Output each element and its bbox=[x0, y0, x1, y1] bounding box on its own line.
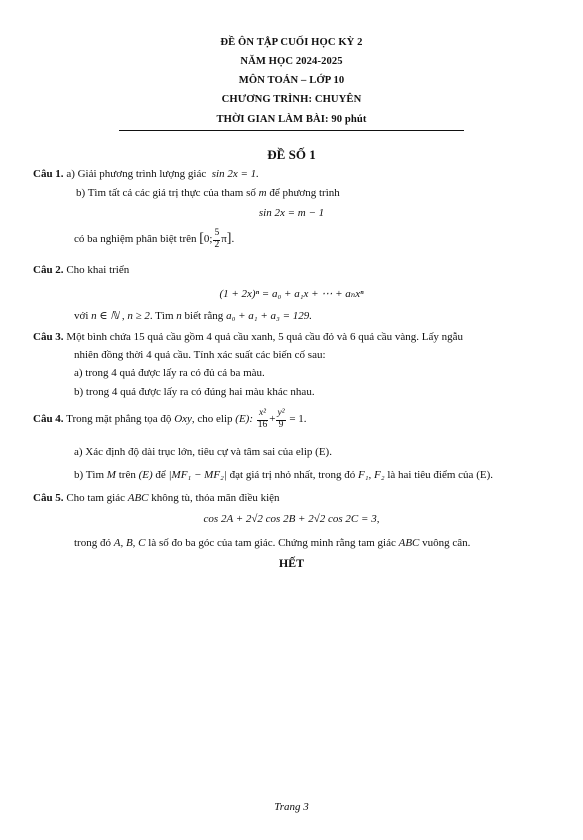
q1-a-text: a) Giải phương trình lượng giác bbox=[66, 168, 207, 180]
q2-line-cond bbox=[74, 309, 312, 322]
q1-b-m: m bbox=[258, 187, 267, 199]
q2-equation bbox=[0, 287, 583, 300]
q4-b1: b) Tìm bbox=[74, 469, 105, 481]
header-line-5: THỜI GIAN LÀM BÀI: 90 phút bbox=[216, 114, 367, 125]
q4-eq1: = 1. bbox=[289, 413, 307, 426]
q5-conc5: vuông cân. bbox=[422, 537, 471, 549]
q3-line1: Một bình chứa 15 quả cầu gồm 4 quả cầu xanh, 5 quả cầu đỏ và 6 quả cầu vàng. Lấy ngẫu bbox=[66, 331, 463, 343]
q5-ABC: ABC bbox=[127, 492, 149, 504]
q4-plus: + bbox=[269, 413, 276, 426]
q5-text2: không tù, thỏa mãn điều kiện bbox=[151, 492, 280, 504]
q4-b4: đạt giá trị nhỏ nhất, trong đó bbox=[229, 469, 356, 481]
q4-part-a: a) Xác định độ dài trục lớn, tiêu cự và tâm sai của elip (E). bbox=[74, 446, 332, 458]
q5-eq: cos 2A + 2√2 cos 2B + 2√2 cos 2C = 3, bbox=[203, 513, 380, 525]
page-title: ĐỀ SỐ 1 bbox=[267, 147, 316, 162]
q1-line-cond: có ba nghiệm phân biệt trên [0; $\frac{5}{2}$ π]. bbox=[74, 228, 235, 250]
q4-text: Trong mặt phẳng tọa độ bbox=[66, 413, 172, 426]
q5-text1: Cho tam giác bbox=[66, 492, 125, 504]
q5-equation bbox=[0, 513, 583, 525]
q1-line-b bbox=[76, 187, 340, 199]
q5-conc3: là số đo ba góc của tam giác. Chứng minh rằng tam giác bbox=[148, 537, 396, 549]
q1-b-text1: b) Tìm tất cả các giá trị thực của tham số bbox=[76, 187, 256, 199]
q2-line-1 bbox=[33, 264, 129, 276]
q4-frac-x bbox=[257, 409, 269, 430]
q4-d16: 16 bbox=[257, 419, 268, 430]
q3-part-a: a) trong 4 quả được lấy ra có đủ cả ba màu. bbox=[74, 367, 265, 379]
q4-oxy: Oxy bbox=[174, 413, 192, 426]
header-rule bbox=[119, 130, 464, 131]
q4-text2: , cho elip bbox=[191, 413, 233, 426]
q5-conc4: ABC bbox=[398, 537, 420, 549]
header-line-4: CHƯƠNG TRÌNH: CHUYÊN bbox=[221, 94, 362, 105]
q2-cond4: n bbox=[176, 310, 182, 322]
q4-bF: F₁, F₂ bbox=[357, 469, 385, 481]
q1-interval-left: 0; bbox=[203, 233, 213, 246]
header-line-1: ĐỀ ÔN TẬP CUỐI HỌC KỲ 2 bbox=[220, 37, 363, 48]
q2-cond1: với bbox=[74, 310, 89, 322]
q3-line2: nhiên đồng thời 4 quả cầu. Tính xác suất các biến cố sau: bbox=[74, 349, 326, 361]
q1-a-eq: sin 2x = 1. bbox=[211, 168, 259, 180]
q1-interval-den: 2 bbox=[214, 239, 220, 250]
q4-bAbs: |MF₁ − MF₂| bbox=[168, 469, 227, 481]
q4-b5: là hai tiêu điểm của (E). bbox=[387, 469, 493, 481]
q1-b-eq: sin 2x = m − 1 bbox=[258, 207, 325, 219]
q4-b3: để bbox=[155, 469, 166, 481]
q5-line-conc bbox=[74, 537, 470, 549]
q1-interval-frac bbox=[213, 229, 220, 250]
q4-bE: (E) bbox=[138, 469, 153, 481]
q4-d9: 9 bbox=[278, 419, 284, 430]
q3-label: Câu 3. bbox=[33, 331, 64, 343]
q1-interval-num: 5 bbox=[213, 229, 220, 241]
q2-label: Câu 2. bbox=[33, 264, 64, 276]
q3-line-1 bbox=[33, 331, 463, 343]
q2-cond3: . Tìm bbox=[149, 310, 174, 322]
q4-bM: M bbox=[106, 469, 116, 481]
q4-label: Câu 4. bbox=[33, 413, 64, 426]
q1-line-a bbox=[33, 168, 259, 180]
q1-b-equation bbox=[0, 207, 583, 219]
q2-eq: (1 + 2x)ⁿ = a₀ + a₁x + ⋯ + aₙxⁿ bbox=[219, 288, 364, 300]
q5-label: Câu 5. bbox=[33, 492, 64, 504]
header-line-2: NĂM HỌC 2024-2025 bbox=[240, 56, 343, 67]
header-line-3: MÔN TOÁN – LỚP 10 bbox=[238, 75, 345, 86]
q2-cond2: n ∈ ℕ , n ≥ 2 bbox=[91, 310, 150, 322]
q4-y2: y² bbox=[277, 408, 285, 418]
q5-conc2: A, B, C bbox=[113, 537, 146, 549]
q3-part-b: b) trong 4 quả được lấy ra có đúng hai màu khác nhau. bbox=[74, 386, 315, 398]
page-number: Trang 3 bbox=[274, 801, 309, 813]
q4-frac-y bbox=[276, 409, 285, 430]
q2-text: Cho khai triển bbox=[66, 264, 130, 276]
q4-E: (E): bbox=[235, 413, 254, 426]
q4-line-b bbox=[74, 469, 493, 481]
q1-interval-right: π bbox=[221, 233, 227, 246]
q5-line-1 bbox=[33, 492, 280, 504]
q1-b-cond: có ba nghiệm phân biệt trên bbox=[74, 233, 197, 246]
end-marker: HẾT bbox=[278, 556, 305, 570]
q4-x2: x² bbox=[258, 408, 267, 418]
q2-cond5: biết rằng bbox=[184, 310, 224, 322]
q5-conc1: trong đó bbox=[74, 537, 111, 549]
q1-label: Câu 1. bbox=[33, 168, 64, 180]
q1-b-text2: để phương trình bbox=[269, 187, 340, 199]
q4-line-1 bbox=[33, 409, 307, 430]
q4-b2: trên bbox=[118, 469, 136, 481]
q2-cond6: a₀ + a₁ + a₃ = 129. bbox=[226, 310, 313, 322]
